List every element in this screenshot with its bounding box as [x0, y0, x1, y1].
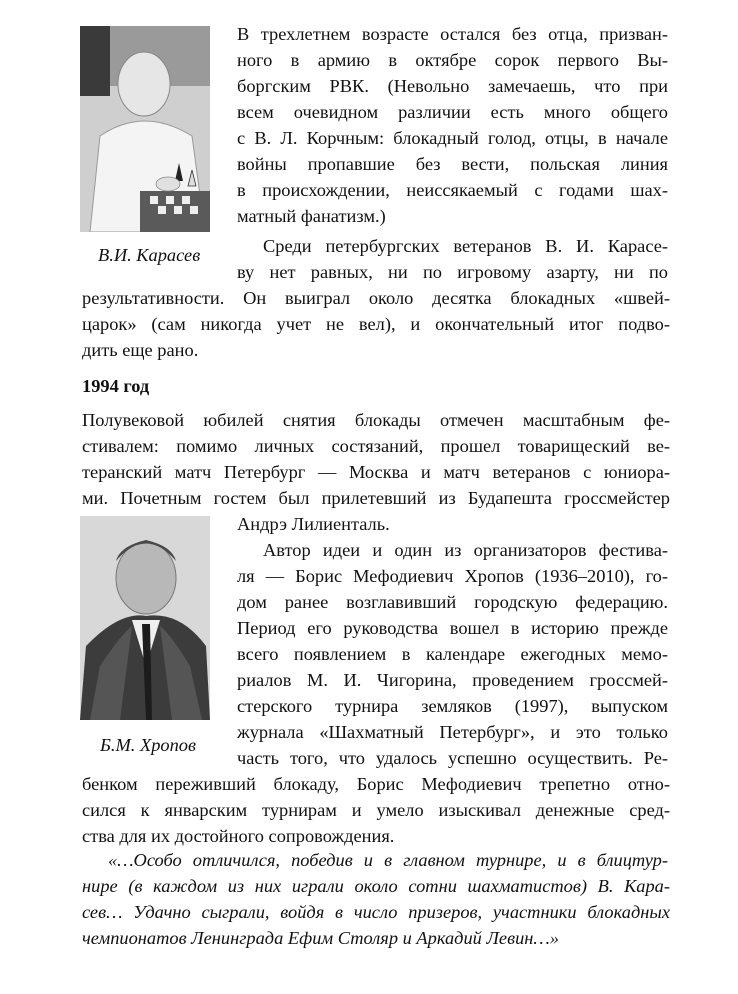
text-line: в происхождении, неиссякаемый с годами шах- — [237, 180, 668, 200]
text-line: В трехлетнем возрасте остался без отца, призван- — [237, 24, 668, 44]
text-line: теранский матч Петербург — Москва и матч ветеранов с юниора- — [82, 462, 670, 482]
khropov-photo — [80, 516, 210, 720]
karasev-photo-image — [80, 26, 210, 232]
text-line: ного в армию в октябре сорок первого Вы- — [237, 50, 668, 70]
text-line: царок» (сам никогда учет не вел), и окончательный итог подво- — [82, 314, 670, 334]
text-line: дом ранее возглавивший городскую федерацию. — [237, 592, 668, 612]
khropov-photo-image — [80, 516, 210, 720]
text-line: стивалем: помимо личных состязаний, прошел товарищеский ве- — [82, 436, 670, 456]
text-line: бенком переживший блокаду, Борис Мефодиевич трепетно отно- — [82, 774, 670, 794]
text-line: с В. Л. Корчным: блокадный голод, отцы, в начале — [237, 128, 668, 148]
text-line: Полувековой юбилей снятия блокады отмечен масштабным фе- — [82, 410, 670, 430]
text-line: ля — Борис Мефодиевич Хропов (1936–2010), го- — [237, 566, 668, 586]
text-line: ства для их достойного сопровождения. — [82, 826, 395, 846]
text-line: войны пропавшие без вести, польская линия — [237, 154, 668, 174]
text-line: журнала «Шахматный Петербург», и это только — [237, 722, 668, 742]
text-line: Автор идеи и один из организаторов фестива- — [263, 540, 668, 560]
karasev-caption: В.И. Карасев — [98, 245, 201, 265]
text-line: дить еще рано. — [82, 340, 199, 360]
text-line: всего появлением в календаре ежегодных мемо- — [237, 644, 668, 664]
quote-line: нире (в каждом из них играли около сотни шахматистов) В. Кара- — [82, 876, 670, 896]
quote-line: сев… Удачно сыграли, войдя в число призеров, участники блокадных — [82, 902, 670, 922]
text-line: Период его руководства вошел в историю прежде — [237, 618, 668, 638]
khropov-caption: Б.М. Хропов — [100, 735, 196, 755]
text-line: ми. Почетным гостем был прилетевший из Будапешта гроссмейстер — [82, 488, 670, 508]
text-line: всем очевидном различии есть много общего — [237, 102, 668, 122]
text-line: Андрэ Лилиенталь. — [237, 514, 390, 534]
quote-line: «…Особо отличился, победив и в главном турнире, и в блицтур- — [108, 850, 668, 870]
text-line: сился к январским турнирам и умело изыскивал денежные сред- — [82, 800, 670, 820]
text-line: часть того, что удалось успешно осуществить. Ре- — [237, 748, 668, 768]
text-line: матный фанатизм.) — [237, 206, 386, 226]
section-heading: 1994 год — [82, 376, 150, 396]
karasev-photo — [80, 26, 210, 232]
text-line: Среди петербургских ветеранов В. И. Карасе- — [263, 236, 668, 256]
text-line: ву нет равных, ни по игровому азарту, ни по — [237, 262, 668, 282]
text-line: боргским РВК. (Невольно замечаешь, что при — [237, 76, 668, 96]
quote-line: чемпионатов Ленинграда Ефим Столяр и Аркадий Левин…» — [82, 928, 559, 948]
text-line: риалов М. И. Чигорина, проведением гроссмей- — [237, 670, 668, 690]
text-line: результативности. Он выиграл около десятка блокадных «швей- — [82, 288, 670, 308]
text-line: стерского турнира земляков (1997), выпуском — [237, 696, 668, 716]
